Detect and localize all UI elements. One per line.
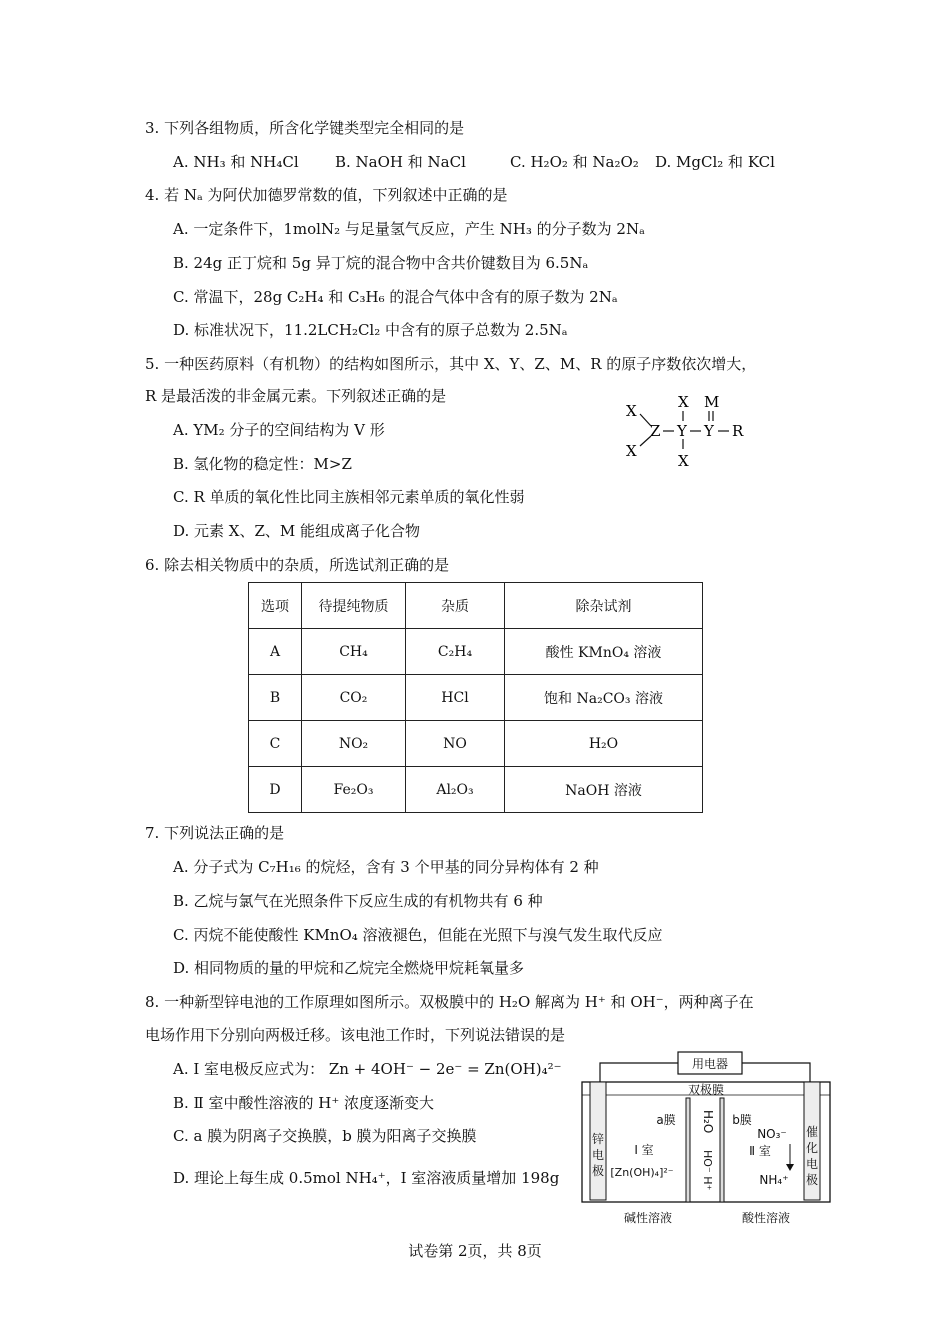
table-cell: NO₂	[302, 721, 406, 767]
water-label: H₂O	[701, 1110, 715, 1134]
catalytic-electrode-char4: 极	[805, 1173, 819, 1187]
struct-x-top: X	[678, 393, 689, 411]
table-header-cell: 除杂试剂	[505, 583, 703, 629]
table-row	[249, 675, 703, 721]
ammonium-label: NH₄⁺	[759, 1173, 789, 1187]
zinc-electrode-char1: 锌	[591, 1132, 605, 1146]
struct-y2: Y	[704, 422, 714, 440]
table-cell: NO	[406, 721, 505, 767]
q7-option-d: D. 相同物质的量的甲烷和乙烷完全燃烧甲烷耗氧量多	[173, 959, 525, 977]
table-cell: 酸性 KMnO₄ 溶液	[505, 629, 703, 675]
q5-stem-line2: R 是最活泼的非金属元素。下列叙述正确的是	[145, 387, 447, 405]
q3-option-d: D. MgCl₂ 和 KCl	[655, 153, 775, 171]
struct-x-bottom: X	[678, 452, 689, 470]
q7-option-b: B. 乙烷与氯气在光照条件下反应生成的有机物共有 6 种	[173, 892, 543, 910]
struct-m: M	[704, 393, 720, 411]
q3-option-c: C. H₂O₂ 和 Na₂O₂	[510, 153, 639, 171]
q5-option-c: C. R 单质的氧化性比同主族相邻元素单质的氧化性弱	[173, 488, 525, 506]
q8-stem-line1: 8. 一种新型锌电池的工作原理如图所示。双极膜中的 H₂O 解离为 H⁺ 和 OH⁻，两种离子在	[145, 993, 754, 1011]
q7-stem: 7. 下列说法正确的是	[145, 824, 285, 842]
q3-option-a: A. NH₃ 和 NH₄Cl	[173, 153, 299, 171]
struct-x-top-left: X	[626, 402, 637, 420]
zinc-electrode-char3: 极	[591, 1164, 605, 1178]
room-1-label: Ⅰ 室	[634, 1143, 654, 1157]
q8-stem-line2: 电场作用下分别向两极迁移。该电池工作时，下列说法错误的是	[145, 1026, 566, 1044]
q3-stem: 3. 下列各组物质，所含化学键类型完全相同的是	[145, 119, 465, 137]
q7-option-c: C. 丙烷不能使酸性 KMnO₄ 溶液褪色，但能在光照下与溴气发生取代反应	[173, 926, 663, 944]
q4-option-c: C. 常温下，28g C₂H₄ 和 C₃H₆ 的混合气体中含有的原子数为 2Nₐ	[173, 288, 618, 306]
struct-x-bottom-left: X	[626, 442, 637, 460]
table-cell: A	[249, 629, 302, 675]
q5-option-a: A. YM₂ 分子的空间结构为 V 形	[173, 421, 385, 439]
table-cell: Fe₂O₃	[302, 767, 406, 813]
table-cell: CO₂	[302, 675, 406, 721]
zinc-electrode-char2: 电	[591, 1148, 605, 1162]
b-membrane-label: b膜	[732, 1113, 752, 1127]
table-cell: C	[249, 721, 302, 767]
struct-r: R	[732, 422, 744, 440]
page-footer: 试卷第 2页，共 8页	[408, 1242, 542, 1260]
battery-diagram	[578, 1050, 834, 1230]
table-cell: D	[249, 767, 302, 813]
table-cell: H₂O	[505, 721, 703, 767]
table-cell: Al₂O₃	[406, 767, 505, 813]
struct-z: Z	[650, 422, 661, 440]
q5-option-b: B. 氢化物的稳定性：M>Z	[173, 455, 352, 473]
q4-stem: 4. 若 Nₐ 为阿伏加德罗常数的值，下列叙述中正确的是	[145, 186, 508, 204]
q4-option-d: D. 标准状况下，11.2LCH₂Cl₂ 中含有的原子总数为 2.5Nₐ	[173, 321, 568, 339]
table-header-row	[249, 583, 703, 629]
q5-stem-line1: 5. 一种医药原料（有机物）的结构如图所示，其中 X、Y、Z、M、R 的原子序数依次增大，	[145, 355, 757, 373]
a-membrane-label: a膜	[656, 1113, 676, 1127]
q6-stem: 6. 除去相关物质中的杂质，所选试剂正确的是	[145, 556, 450, 574]
table-cell: B	[249, 675, 302, 721]
table-header-cell: 杂质	[406, 583, 505, 629]
structure-diagram	[620, 392, 760, 472]
catalytic-electrode-char2: 化	[805, 1141, 819, 1155]
q7-option-a: A. 分子式为 C₇H₁₆ 的烷烃，含有 3 个甲基的同分异构体有 2 种	[173, 858, 599, 876]
bipolar-membrane-label: 双极膜	[687, 1083, 725, 1097]
table-row	[249, 767, 703, 813]
q5-option-d: D. 元素 X、Z、M 能组成离子化合物	[173, 522, 421, 540]
nitrate-label: NO₃⁻	[757, 1127, 787, 1141]
table-row	[249, 721, 703, 767]
q8-option-a: A. I 室电极反应式为： Zn + 4OH⁻ − 2e⁻ = Zn(OH)₄²⁻	[173, 1060, 562, 1078]
table-header-cell: 待提纯物质	[302, 583, 406, 629]
q8-option-b: B. Ⅱ 室中酸性溶液的 H⁺ 浓度逐渐变大	[173, 1094, 435, 1112]
q4-option-b: B. 24g 正丁烷和 5g 异丁烷的混合物中含共价键数目为 6.5Nₐ	[173, 254, 589, 272]
table-row	[249, 629, 703, 675]
table-cell: 饱和 Na₂CO₃ 溶液	[505, 675, 703, 721]
table-cell: HCl	[406, 675, 505, 721]
room-2-label: Ⅱ 室	[749, 1144, 771, 1158]
catalytic-electrode-char1: 催	[805, 1125, 819, 1139]
hoh-label: HO⁻ H⁺	[701, 1150, 714, 1191]
q3-option-b: B. NaOH 和 NaCl	[335, 153, 466, 171]
alkaline-solution-label: 碱性溶液	[623, 1211, 673, 1225]
q8-option-d: D. 理论上每生成 0.5mol NH₄⁺，I 室溶液质量增加 198g	[173, 1169, 560, 1187]
reagent-table	[248, 582, 703, 813]
table-cell: CH₄	[302, 629, 406, 675]
zincate-label: [Zn(OH)₄]²⁻	[610, 1166, 674, 1179]
table-header-cell: 选项	[249, 583, 302, 629]
table-cell: NaOH 溶液	[505, 767, 703, 813]
q4-option-a: A. 一定条件下，1molN₂ 与足量氢气反应，产生 NH₃ 的分子数为 2Nₐ	[173, 220, 645, 238]
acidic-solution-label: 酸性溶液	[741, 1211, 791, 1225]
table-cell: C₂H₄	[406, 629, 505, 675]
struct-y1: Y	[677, 422, 687, 440]
q8-option-c: C. a 膜为阴离子交换膜，b 膜为阳离子交换膜	[173, 1127, 477, 1145]
device-label: 用电器	[691, 1057, 729, 1071]
catalytic-electrode-char3: 电	[805, 1157, 819, 1171]
